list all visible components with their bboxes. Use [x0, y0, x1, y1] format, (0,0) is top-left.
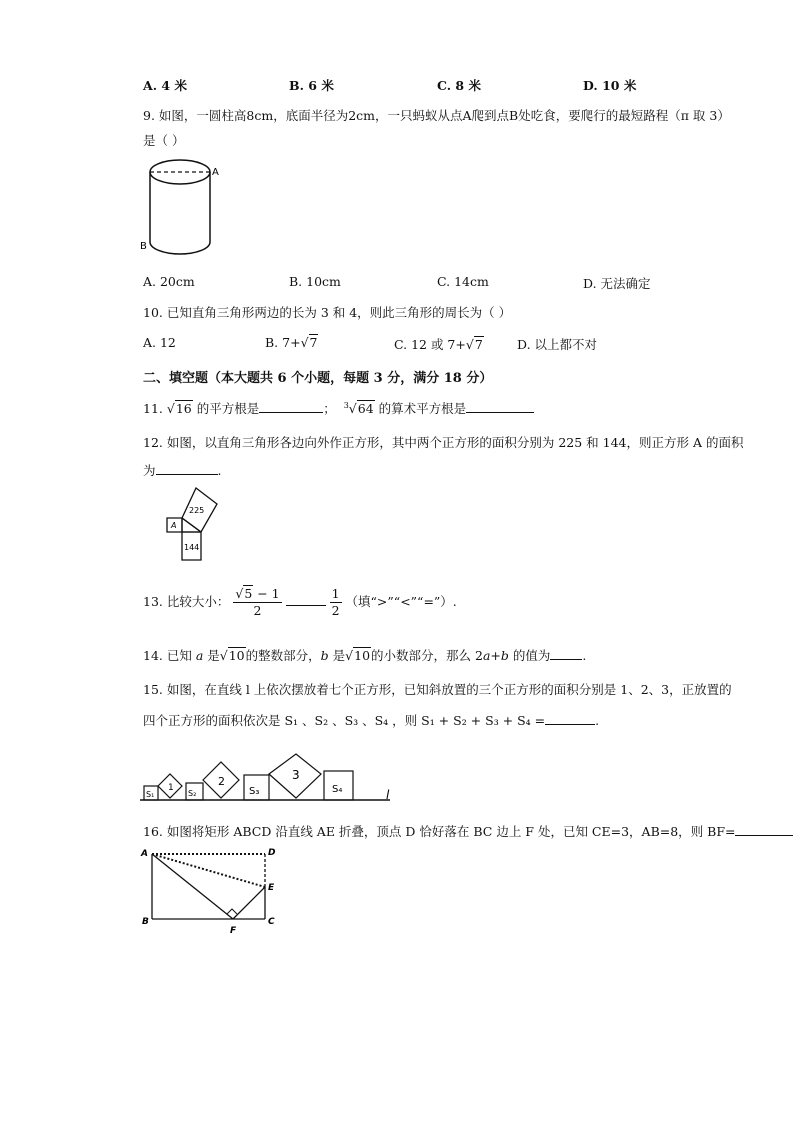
q13-fraction-right: $\frac{1}{2}$ — [331, 586, 340, 618]
label-a: A — [141, 849, 148, 859]
q14-blank[interactable] — [550, 647, 582, 660]
q8-option-c: C. 8 米 — [437, 78, 481, 93]
q12-label-144: 144 — [184, 543, 200, 552]
label-2: 2 — [218, 775, 225, 788]
q16-stem: 16. 如图将矩形 ABCD 沿直线 AE 折叠，顶点 D 恰好落在 BC 边上 F 处，已知 CE=3，AB=8，则 BF= — [143, 822, 794, 840]
label-s3: S₃ — [249, 786, 260, 797]
right-angle-mark — [227, 909, 237, 914]
q10-option-a: A. 12 — [143, 335, 176, 350]
q13-stem: 13. 比较大小： $\frac{√5 - 1}{2}$ $\frac{1}{2}$ （填“>”“<”“=”）. — [143, 586, 457, 618]
q12-label-a: A — [171, 521, 177, 530]
q13-blank[interactable] — [286, 593, 326, 606]
q12-blank[interactable] — [156, 462, 218, 475]
q9-option-d: D. 无法确定 — [583, 276, 651, 291]
q12-stem-line1: 12. 如图，以直角三角形各边向外作正方形，其中两个正方形的面积分别为 225 和 144，则正方形 A 的面积 — [143, 435, 744, 450]
q10-option-b: B. 7+√7 — [265, 335, 318, 350]
cylinder-bottom-front-arc — [150, 242, 210, 254]
q11-blank-1[interactable] — [259, 400, 323, 413]
label-s2: S₂ — [188, 789, 197, 798]
section-2-title: 二、填空题（本大题共 6 个小题，每题 3 分，满分 18 分） — [143, 371, 493, 386]
label-3: 3 — [292, 768, 300, 782]
q9-stem-line1: 9. 如图，一圆柱高8cm，底面半径为2cm，一只蚂蚁从点A爬到点B处吃食，要爬行的最短路程（π 取 3） — [143, 108, 730, 123]
q12-label-225: 225 — [189, 506, 205, 515]
label-d: D — [268, 848, 276, 858]
q15-squares-figure — [140, 752, 400, 808]
q9-option-c: C. 14cm — [437, 274, 489, 289]
q9-option-a: A. 20cm — [143, 274, 195, 289]
q8-option-d: D. 10 米 — [583, 78, 637, 93]
q10-option-c: C. 12 或 7+√7 — [394, 337, 483, 352]
q9-option-b: B. 10cm — [289, 274, 341, 289]
label-e: E — [268, 883, 275, 893]
q8-option-a: A. 4 米 — [143, 78, 187, 93]
q15-stem-line1: 15. 如图，在直线 l 上依次摆放着七个正方形，已知斜放置的三个正方形的面积分别是 1、2、3，正放置的 — [143, 682, 732, 697]
cylinder-figure — [138, 152, 228, 262]
label-b: B — [142, 917, 149, 927]
label-s4: S₄ — [332, 784, 343, 795]
q13-fraction-left: $\frac{√5 - 1}{2}$ — [235, 586, 280, 618]
label-l: l — [386, 788, 390, 802]
segment-fe — [233, 887, 265, 919]
cylinder-label-b: B — [140, 241, 147, 252]
fold-line-ae — [152, 854, 265, 887]
q9-stem-line2: 是（ ） — [143, 133, 185, 148]
q12-stem-line2: 为 . — [143, 463, 222, 478]
q11-blank-2[interactable] — [466, 400, 534, 413]
label-s1: S₁ — [146, 790, 155, 799]
q15-blank[interactable] — [545, 712, 595, 725]
q11-stem: 11. √16 的平方根是 ； $^3$√64 的算术平方根是 — [143, 399, 534, 417]
label-1: 1 — [168, 783, 174, 793]
label-f: F — [230, 926, 237, 936]
segment-af — [152, 854, 233, 919]
q14-stem: 14. 已知 a 是√10的整数部分，b 是√10的小数部分，那么 2a+b 的值为 . — [143, 648, 587, 663]
q16-blank[interactable] — [735, 823, 793, 836]
q16-rectangle-figure — [138, 842, 288, 938]
label-c: C — [268, 917, 275, 927]
q12-squares-figure — [140, 480, 230, 566]
q10-option-d: D. 以上都不对 — [517, 337, 598, 352]
cylinder-label-a: A — [212, 167, 219, 178]
q8-option-b: B. 6 米 — [289, 78, 334, 93]
q15-stem-line2: 四个正方形的面积依次是 S₁ 、S₂ 、S₃ 、S₄ ，则 S₁ + S₂ + S₃ + S₄ = . — [143, 713, 600, 728]
q10-stem: 10. 已知直角三角形两边的长为 3 和 4，则此三角形的周长为（ ） — [143, 305, 512, 320]
